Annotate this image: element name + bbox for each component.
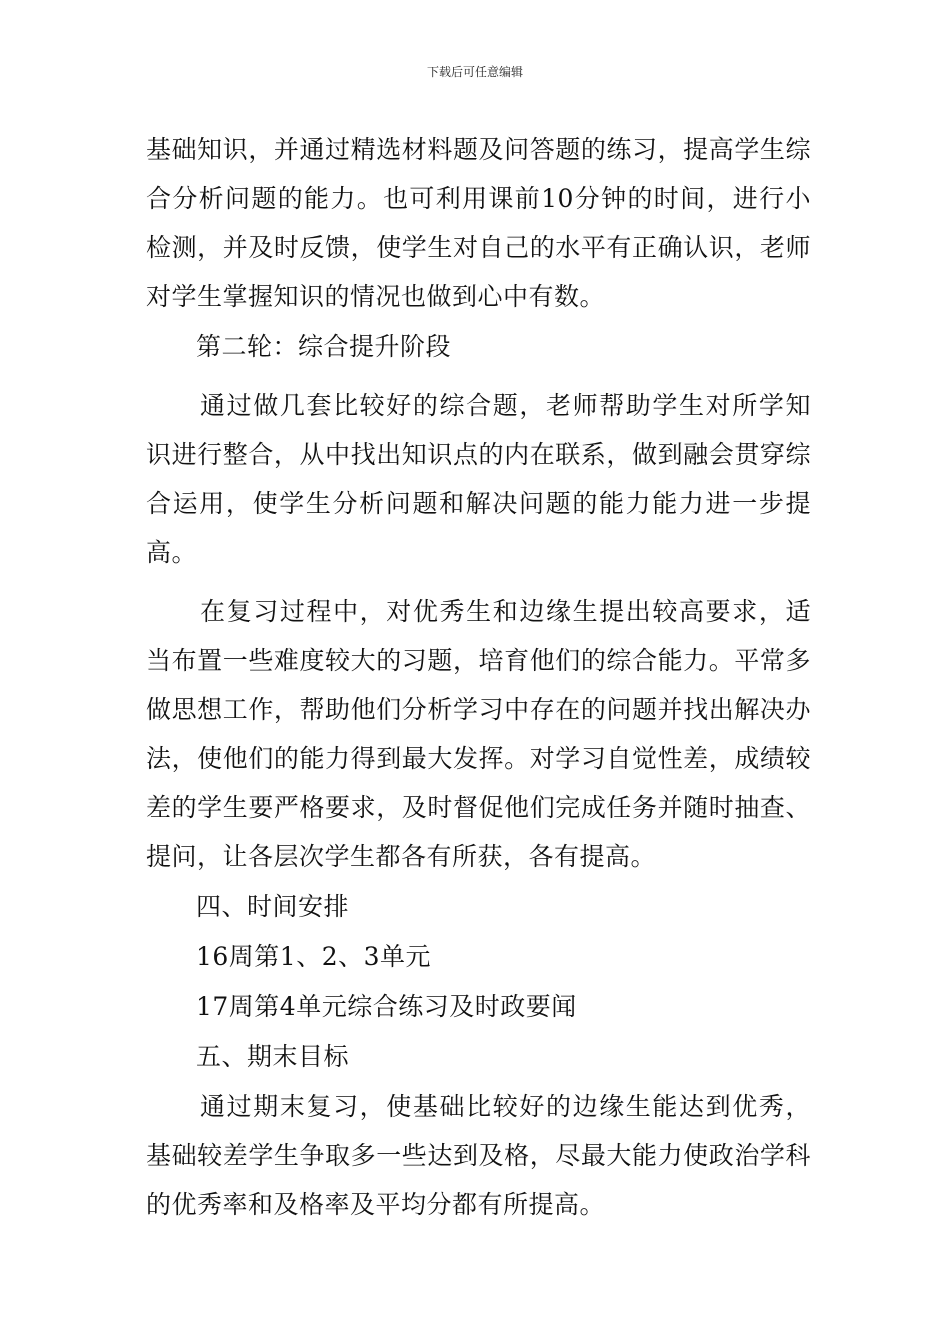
paragraph-study-methods: 基础知识，并通过精选材料题及问答题的练习，提高学生综合分析问题的能力。也可利用课前10分钟的时间，进行小检测，并及时反馈，使学生对自己的水平有正确认识，老师对学生掌握知识的情况也做到心中有数。 (146, 135, 811, 311)
document-body (146, 125, 811, 1229)
schedule-week-17: 17周第4单元综合练习及时政要闻 (196, 992, 577, 1021)
schedule-week-16: 16周第1、2、3单元 (196, 942, 432, 971)
page-header-note: 下载后可任意编辑 (426, 65, 523, 79)
paragraph-final-goals: 通过期末复习，使基础比较好的边缘生能达到优秀，基础较差学生争取多一些达到及格，尽最大能力使政治学科的优秀率和及格率及平均分都有所提高。 (146, 1092, 811, 1219)
paragraph-comprehensive-practice: 通过做几套比较好的综合题，老师帮助学生对所学知识进行整合，从中找出知识点的内在联系，做到融会贯穿综合运用，使学生分析问题和解决问题的能力能力进一步提高。 (146, 391, 811, 567)
section-final-goals-title: 五、期末目标 (196, 1042, 350, 1071)
section-round-two-title: 第二轮：综合提升阶段 (196, 332, 452, 361)
paragraph-differentiated-review: 在复习过程中，对优秀生和边缘生提出较高要求，适当布置一些难度较大的习题，培育他们的综合能力。平常多做思想工作，帮助他们分析学习中存在的问题并找出解决办法，使他们的能力得到最大发挥。对学习自觉性差，成绩较差的学生要严格要求，及时督促他们完成任务并随时抽查、提问，让各层次学生都各有所获，各有提高。 (146, 597, 811, 871)
section-schedule-title: 四、时间安排 (196, 892, 350, 921)
